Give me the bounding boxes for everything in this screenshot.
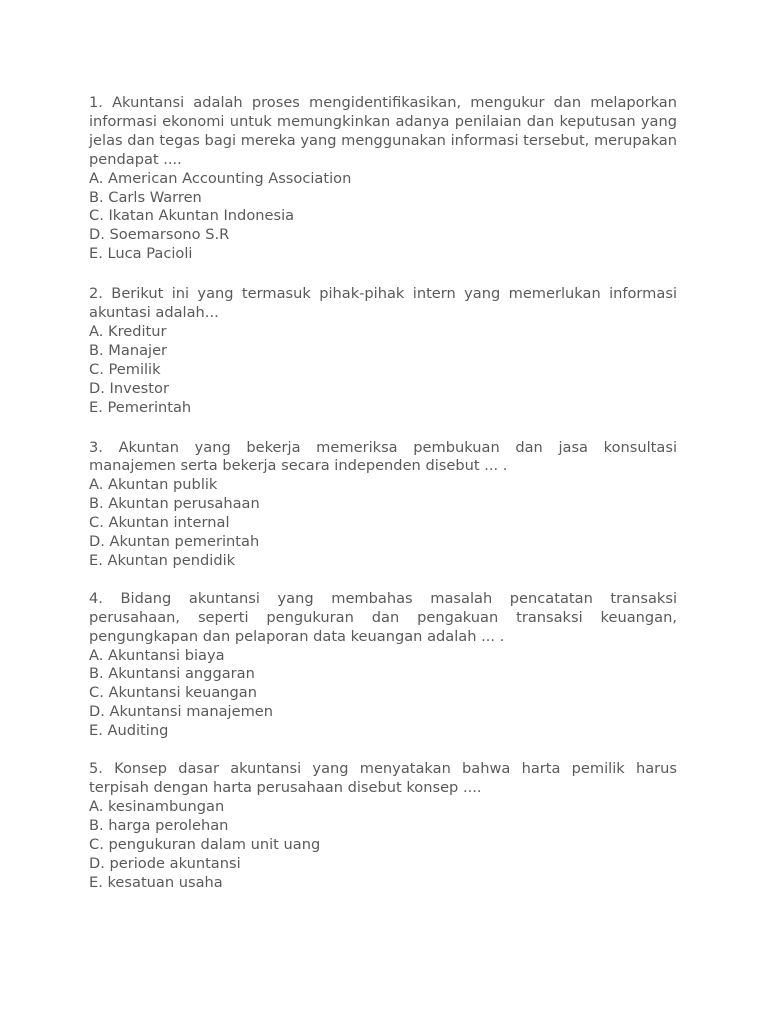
question-text: 1. Akuntansi adalah proses mengidentifikasikan, mengukur dan melaporkan informasi ekonomi untuk memungkinkan adanya penilaian dan keputusan yang jelas dan tegas bagi mereka yang menggunakan informasi tersebut, merupakan pendapat .... <box>89 94 677 168</box>
document-page <box>89 94 677 892</box>
option-b: B. Akuntansi anggaran <box>89 665 255 683</box>
question-text: 2. Berikut ini yang termasuk pihak-pihak intern yang memerlukan informasi akuntasi adalah... <box>89 285 677 322</box>
option-d: D. Soemarsono S.R <box>89 226 230 244</box>
option-e: E. Akuntan pendidik <box>89 551 236 569</box>
answer-options <box>89 170 677 265</box>
question-3 <box>89 439 677 571</box>
option-a: A. Akuntan publik <box>89 476 218 494</box>
question-text: 5. Konsep dasar akuntansi yang menyatakan bahwa harta pemilik harus terpisah dengan harta perusahaan disebut konsep .... <box>89 760 677 796</box>
question-2 <box>89 285 677 417</box>
option-e: E. kesatuan usaha <box>89 873 223 891</box>
question-gap <box>89 264 677 285</box>
option-c: C. Ikatan Akuntan Indonesia <box>89 207 295 225</box>
question-4 <box>89 590 677 741</box>
option-a: A. American Accounting Association <box>89 169 352 187</box>
option-c: C. Akuntansi keuangan <box>89 684 257 702</box>
option-e: E. Luca Pacioli <box>89 245 193 263</box>
question-1 <box>89 94 677 264</box>
option-e: E. Auditing <box>89 722 169 740</box>
option-b: B. Manajer <box>89 341 168 359</box>
answer-options <box>89 647 677 742</box>
option-d: D. periode akuntansi <box>89 854 241 872</box>
option-b: B. Carls Warren <box>89 188 202 206</box>
question-gap <box>89 418 677 439</box>
question-text: 4. Bidang akuntansi yang membahas masalah pencatatan transaksi perusahaan, seperti pengukuran dan pengakuan transaksi keuangan, pengungkapan dan pelaporan data keuangan adalah ... . <box>89 589 677 645</box>
answer-options <box>89 323 677 418</box>
option-c: C. pengukuran dalam unit uang <box>89 835 321 853</box>
option-b: B. harga perolehan <box>89 816 229 834</box>
option-a: A. Akuntansi biaya <box>89 646 225 664</box>
option-d: D. Akuntansi manajemen <box>89 703 274 721</box>
answer-options <box>89 476 677 571</box>
question-text: 3. Akuntan yang bekerja memeriksa pembukuan dan jasa konsultasi manajemen serta bekerja secara independen disebut ... . <box>89 438 677 475</box>
option-e: E. Pemerintah <box>89 398 192 416</box>
option-d: D. Akuntan pemerintah <box>89 533 260 551</box>
answer-options <box>89 798 677 893</box>
option-a: A. Kreditur <box>89 322 167 340</box>
question-5 <box>89 760 677 892</box>
option-d: D. Investor <box>89 379 169 397</box>
option-a: A. kesinambungan <box>89 797 225 815</box>
option-b: B. Akuntan perusahaan <box>89 495 260 513</box>
option-c: C. Pemilik <box>89 360 161 378</box>
option-c: C. Akuntan internal <box>89 514 230 532</box>
